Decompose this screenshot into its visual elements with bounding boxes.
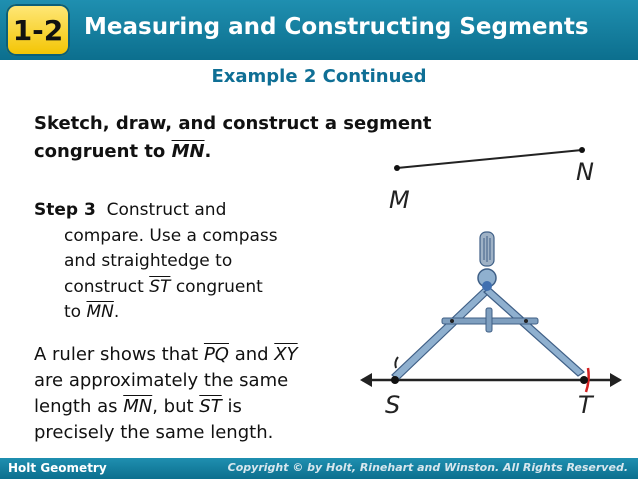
segment-mn-2: $\overline{MN}$ (86, 302, 114, 322)
step-line-2: compare. Use a compass (64, 225, 278, 246)
label-s: S (385, 391, 401, 419)
point-s (391, 376, 399, 384)
segment-pq: $\overline{PQ}$ (203, 344, 229, 365)
ruler-line-3-prefix: length as (34, 396, 124, 418)
ruler-line-4: precisely the same length. (34, 422, 274, 444)
step-line-4-prefix: construct (64, 276, 150, 297)
compass-right-leg (484, 288, 584, 376)
segment-xy: $\overline{XY}$ (274, 344, 298, 365)
ruler-line-1-mid: and (228, 344, 275, 365)
lesson-number: 1-2 (12, 14, 64, 47)
segment-mn-line (397, 150, 582, 168)
segment-st: $\overline{ST}$ (149, 276, 171, 297)
crossbar-pin-right (524, 319, 528, 323)
step-line-3: and straightedge to (64, 251, 233, 271)
footer-bar (0, 458, 638, 479)
point-n (579, 147, 585, 153)
right-arrow-icon (610, 373, 622, 387)
step-line-5-prefix: to (64, 302, 87, 322)
compass-adjuster (486, 308, 492, 332)
compass-hinge-center (482, 281, 492, 291)
page-title: Measuring and Constructing Segments (84, 14, 589, 40)
segment-st-2: $\overline{ST}$ (199, 396, 222, 418)
point-t (580, 376, 588, 384)
left-arrow-icon (360, 373, 372, 387)
label-t: T (578, 391, 593, 419)
step-line-5-suffix: . (113, 302, 120, 322)
statement-line-2-suffix: . (204, 140, 212, 162)
label-m: M (389, 186, 410, 214)
step-line-1: Construct and (106, 200, 227, 220)
compass-left-leg (392, 288, 490, 380)
example-heading: Example 2 Continued (211, 66, 427, 87)
ruler-line-1-prefix: A ruler shows that (34, 344, 204, 365)
segment-mn-3: $\overline{MN}$ (123, 396, 153, 418)
arc-at-s (395, 357, 398, 368)
step-line-4-suffix: congruent (170, 276, 263, 297)
crossbar-pin-left (450, 319, 454, 323)
step-label: Step 3 (34, 200, 96, 220)
statement-line-2-prefix: congruent to (34, 140, 172, 162)
footer-copyright: Copyright © by Holt, Rinehart and Winston. All Rights Reserved. (227, 461, 628, 474)
label-n: N (576, 158, 594, 186)
ruler-line-2: are approximately the same (34, 370, 289, 392)
ruler-line-3-mid: , but (152, 396, 200, 418)
statement-line-1: Sketch, draw, and construct a segment (34, 113, 432, 134)
footer-course: Holt Geometry (8, 461, 107, 475)
segment-mn: $\overline{MN}$ (171, 140, 205, 162)
point-m (394, 165, 400, 171)
ruler-line-3-suffix: is (221, 396, 242, 418)
